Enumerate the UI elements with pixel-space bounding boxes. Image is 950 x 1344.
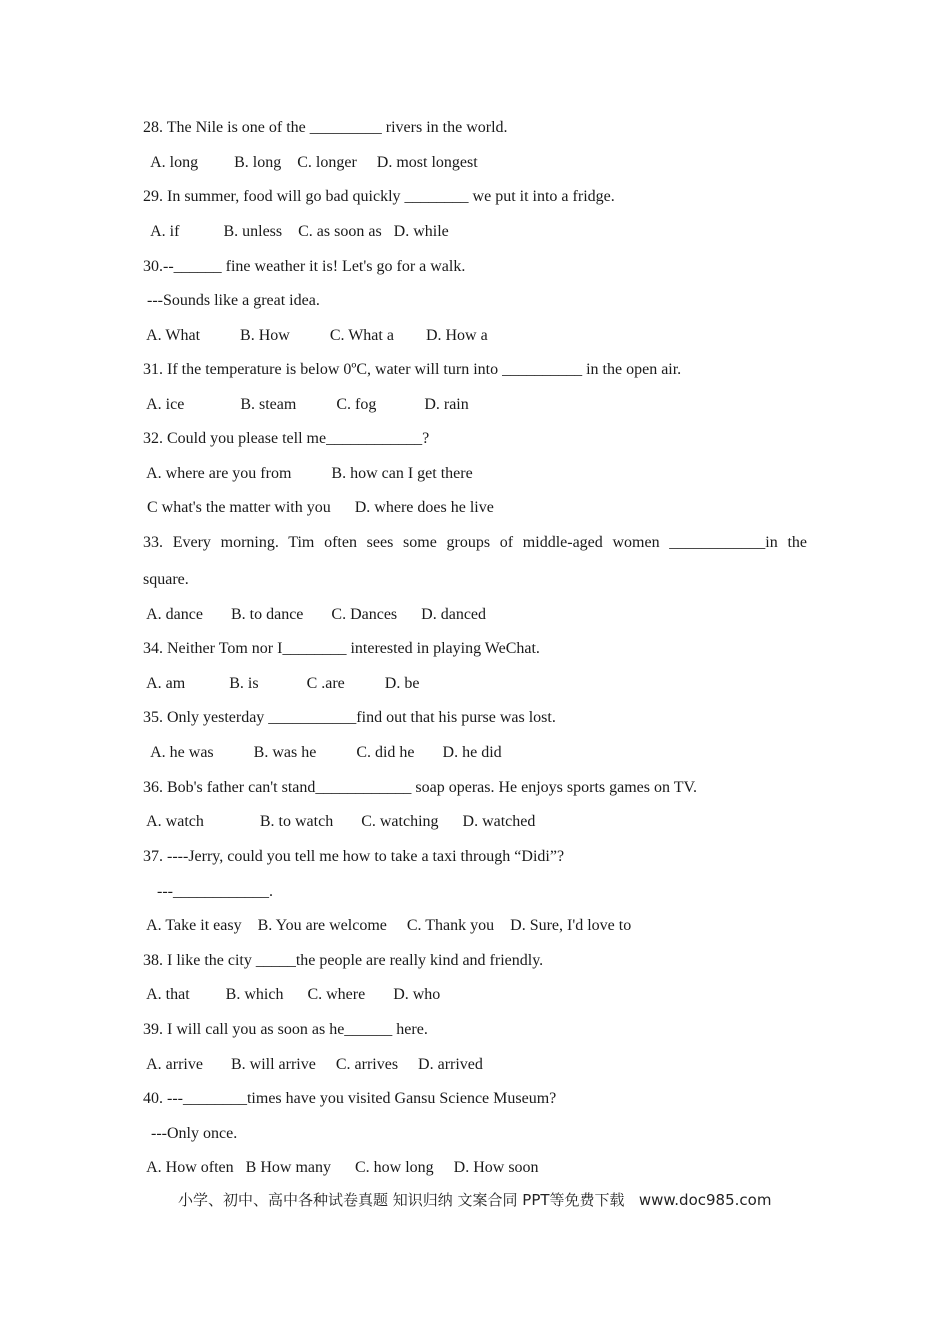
question-30: 30.--______ fine weather it is! Let's go for a walk. (143, 258, 466, 275)
options-39: A. arrive B. will arrive C. arrives D. arrived (143, 1056, 483, 1073)
question-35: 35. Only yesterday ___________find out that his purse was lost. (143, 709, 556, 726)
options-34: A. am B. is C .are D. be (143, 675, 420, 692)
options-36: A. watch B. to watch C. watching D. watched (143, 813, 536, 830)
question-40: 40. ---________times have you visited Gansu Science Museum? (143, 1090, 557, 1107)
answer-37: ---____________. (157, 883, 273, 900)
options-35: A. he was B. was he C. did he D. he did (143, 744, 502, 761)
question-38: 38. I like the city _____the people are really kind and friendly. (143, 952, 544, 969)
question-33: 33. Every morning. Tim often sees some groups of middle-aged women ____________in the (143, 534, 807, 551)
options-32-cd: C what's the matter with you D. where does he live (143, 499, 494, 516)
question-34: 34. Neither Tom nor I________ interested in playing WeChat. (143, 640, 540, 657)
question-37: 37. ----Jerry, could you tell me how to take a taxi through “Didi”? (143, 848, 565, 865)
options-28: A. long B. long C. longer D. most longest (143, 154, 478, 171)
options-30: A. What B. How C. What a D. How a (143, 327, 488, 344)
question-36: 36. Bob's father can't stand____________ soap operas. He enjoys sports games on TV. (143, 779, 697, 796)
options-33: A. dance B. to dance C. Dances D. danced (143, 606, 487, 623)
options-32-ab: A. where are you from B. how can I get there (143, 465, 473, 482)
footer-watermark: 小学、初中、高中各种试卷真题 知识归纳 文案合同 PPT等免费下载 www.doc985.com (178, 1191, 772, 1209)
options-37: A. Take it easy B. You are welcome C. Thank you D. Sure, I'd love to (143, 917, 632, 934)
question-32: 32. Could you please tell me____________? (143, 430, 430, 447)
question-28: 28. The Nile is one of the _________ rivers in the world. (143, 119, 508, 136)
options-38: A. that B. which C. where D. who (143, 986, 441, 1003)
question-33-cont: square. (143, 571, 189, 588)
options-29: A. if B. unless C. as soon as D. while (143, 223, 449, 240)
options-31: A. ice B. steam C. fog D. rain (143, 396, 469, 413)
answer-40: ---Only once. (143, 1125, 238, 1142)
question-31: 31. If the temperature is below 0ºC, water will turn into __________ in the open air. (143, 361, 682, 378)
options-40: A. How often B How many C. how long D. How soon (143, 1159, 539, 1176)
question-29: 29. In summer, food will go bad quickly ________ we put it into a fridge. (143, 188, 615, 205)
answer-30: ---Sounds like a great idea. (143, 292, 320, 309)
question-39: 39. I will call you as soon as he______ here. (143, 1021, 428, 1038)
